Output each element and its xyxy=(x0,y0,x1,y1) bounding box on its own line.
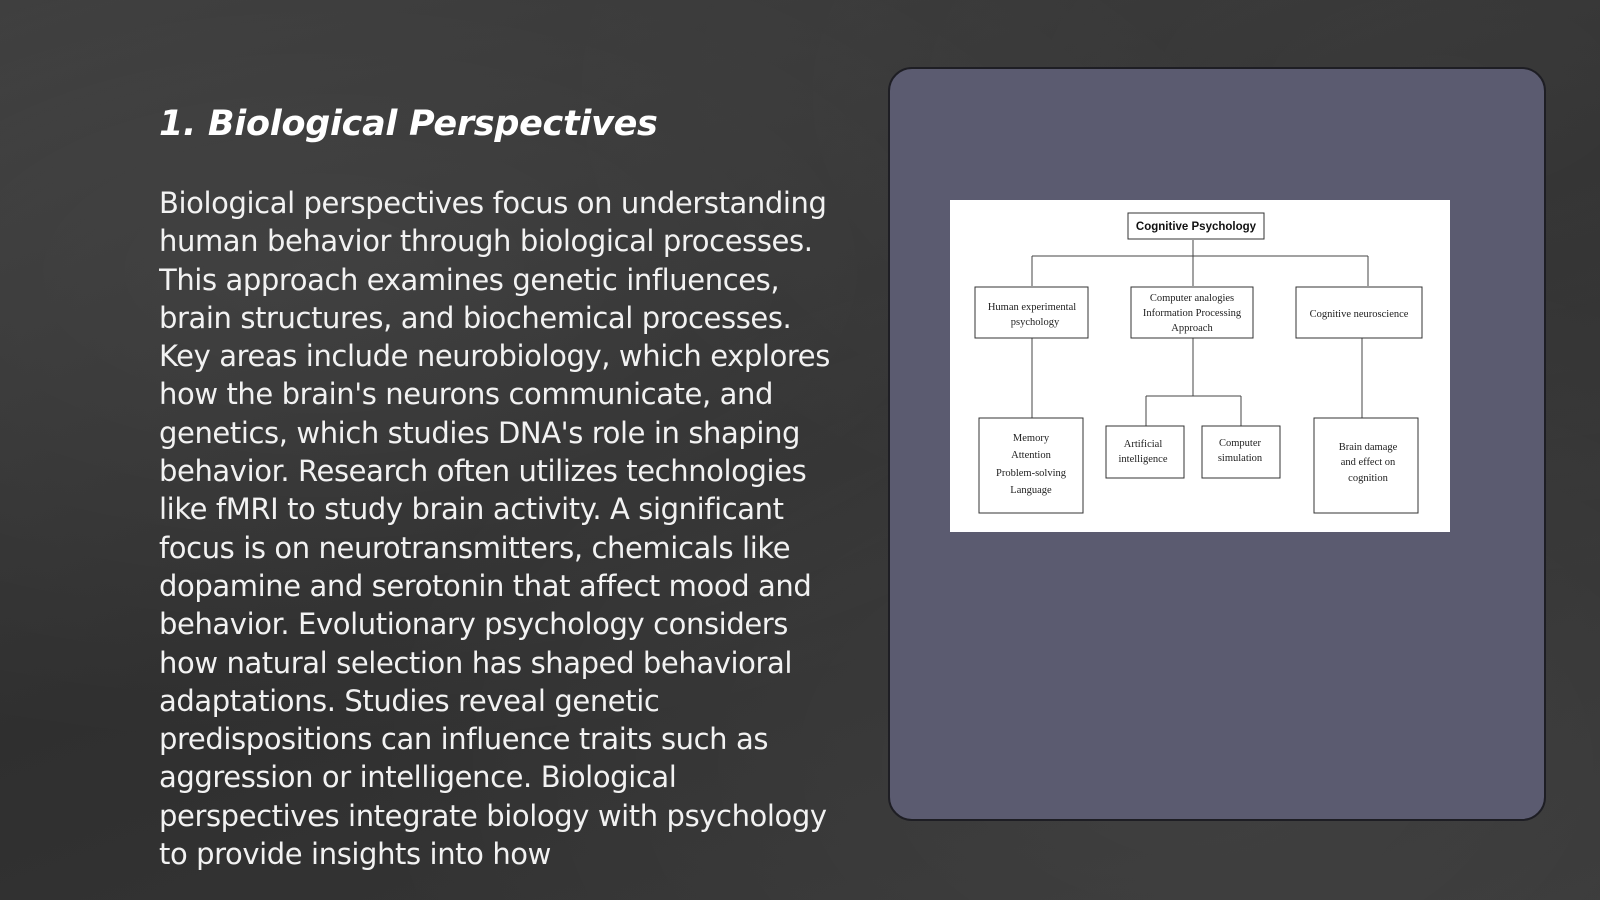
slide-title: 1. Biological Perspectives xyxy=(159,104,658,144)
leaf-label-line: Attention xyxy=(1011,450,1051,461)
branch-label-line: psychology xyxy=(1010,317,1060,328)
leaf-label-line: Problem-solving xyxy=(996,468,1066,479)
leaf-node-computer-simulation xyxy=(1202,426,1280,478)
cognitive-psychology-diagram xyxy=(950,200,1450,532)
leaf-label-line: Brain damage xyxy=(1338,442,1398,453)
branch-node-computer-analogies xyxy=(1131,287,1253,338)
root-label: Cognitive Psychology xyxy=(1135,221,1257,233)
branch-label-line: Human experimental xyxy=(987,302,1077,313)
diagram-svg xyxy=(950,200,1450,532)
leaf-label-line: simulation xyxy=(1217,453,1263,464)
leaf-node-brain-damage xyxy=(1314,418,1418,513)
branch-label-line: Information Processing xyxy=(1142,308,1242,319)
leaf-label-line: Artificial xyxy=(1123,439,1163,450)
leaf-label-line: intelligence xyxy=(1118,454,1168,465)
diagram-root-node xyxy=(1128,213,1264,239)
leaf-node-artificial-intelligence xyxy=(1106,426,1184,478)
leaf-node-memory-attention xyxy=(979,418,1083,513)
leaf-label-line: and effect on xyxy=(1340,457,1396,468)
slide-body-text: Biological perspectives focus on understanding human behavior through biological processes. This approach examines genetic influences, brain structures, and biochemical processes. Key areas include neurobiology, which explores how the brain's neurons communicate, and genetics, which studies DNA's role in shaping behavior. Research often utilizes technologies like fMRI to study brain activity. A significant focus is on neurotransmitters, chemicals like dopamine and serotonin that affect mood and behavior. Evolutionary psychology considers how natural selection has shaped behavioral adaptations. Studies reveal genetic predispositions can influence traits such as aggression or intelligence. Biological perspectives integrate biology with psychology to provide insights into how xyxy=(159,186,830,872)
branch-label-line: Approach xyxy=(1171,323,1213,334)
leaf-label-line: Computer xyxy=(1219,438,1261,449)
leaf-label-line: cognition xyxy=(1348,473,1388,484)
branch-label-line: Computer analogies xyxy=(1149,293,1235,304)
branch-node-human-experimental xyxy=(975,287,1088,338)
leaf-label-line: Memory xyxy=(1012,433,1050,444)
branch-label-line: Cognitive neuroscience xyxy=(1309,309,1409,320)
branch-node-cognitive-neuroscience xyxy=(1296,287,1422,338)
leaf-label-line: Language xyxy=(1010,485,1052,496)
